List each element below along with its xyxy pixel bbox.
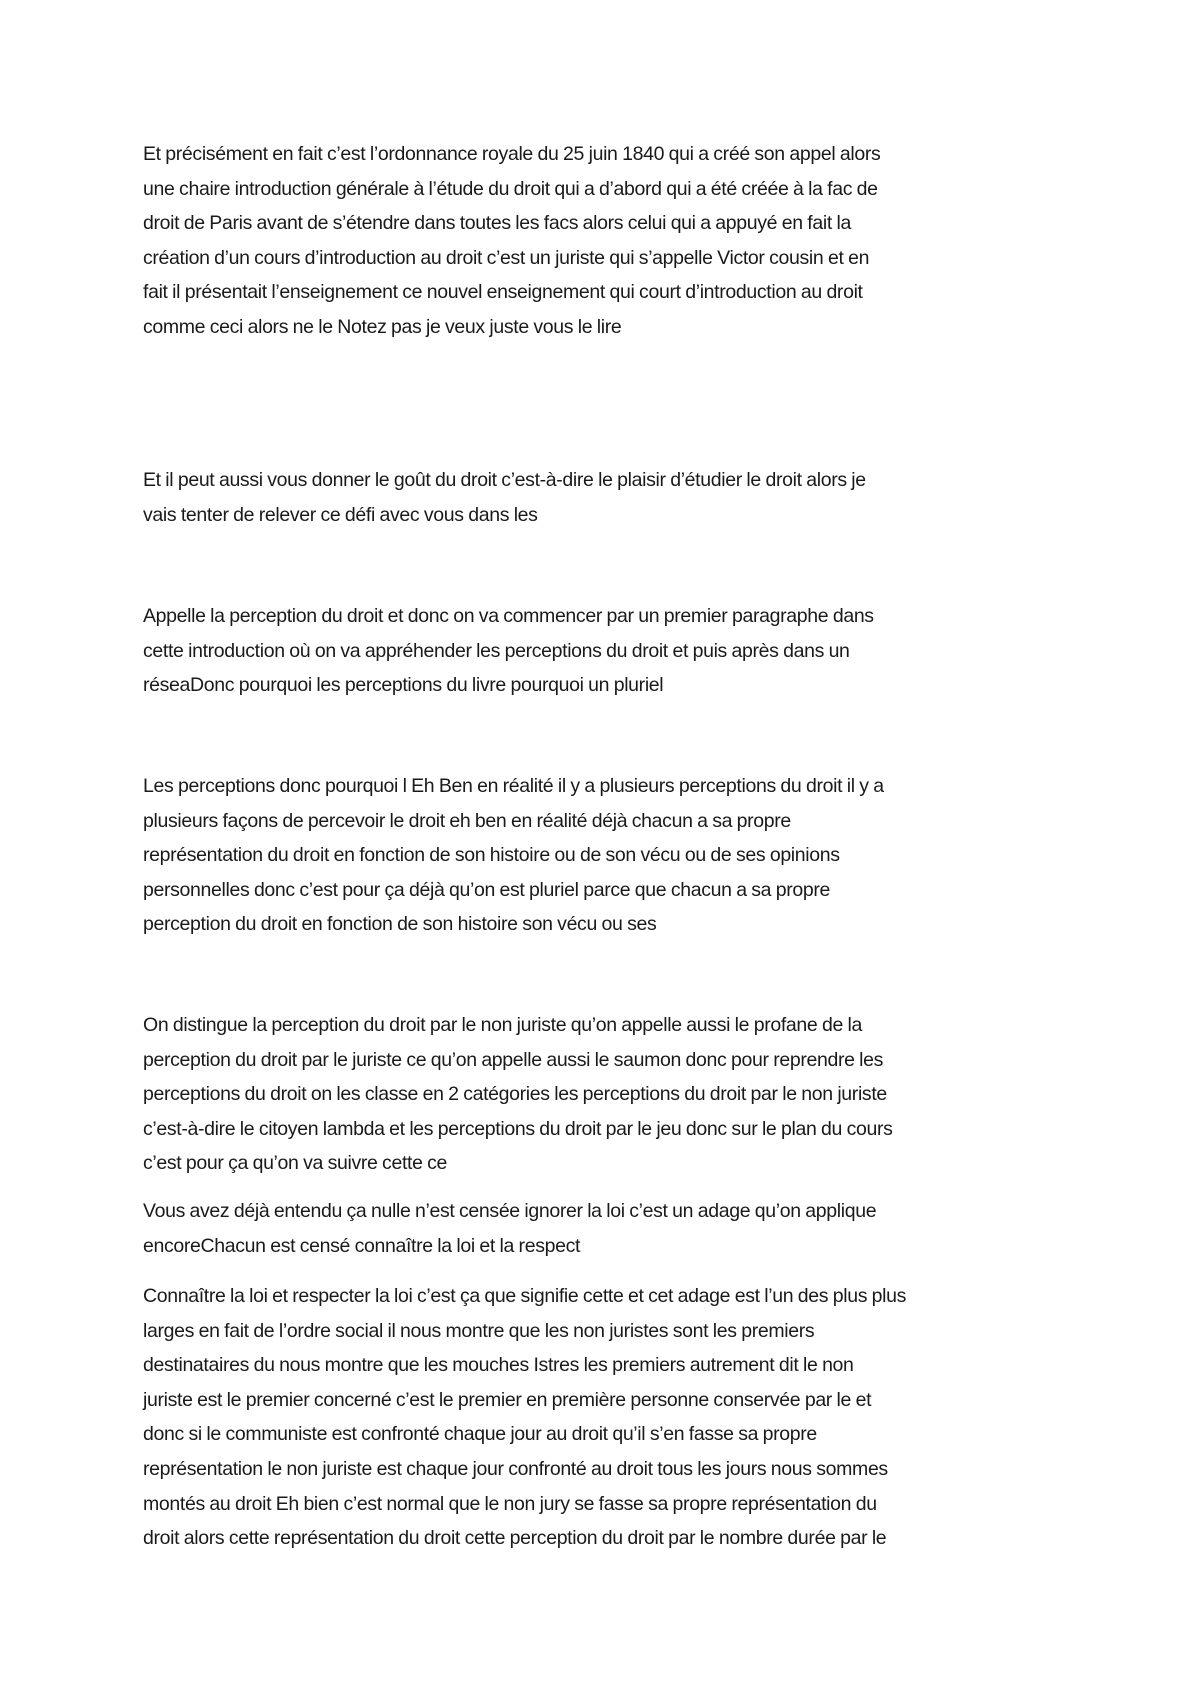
text-line: plusieurs façons de percevoir le droit eh ben en réalité déjà chacun a sa propre bbox=[143, 809, 791, 832]
text-line: Vous avez déjà entendu ça nulle n’est censée ignorer la loi c’est un adage qu’on applique bbox=[143, 1200, 877, 1222]
text-line: une chaire introduction générale à l’étude du droit qui a d’abord qui a été créée à la fac de bbox=[143, 177, 878, 200]
text-line: représentation du droit en fonction de son histoire ou de son vécu ou de ses opinions bbox=[143, 844, 840, 867]
text-line: personnelles donc c’est pour ça déjà qu’on est pluriel parce que chacun a sa propre bbox=[143, 878, 830, 901]
text-line: Les perceptions donc pourquoi l Eh Ben en réalité il y a plusieurs perceptions du droit il y a bbox=[143, 775, 884, 797]
text-line: cette introduction où on va appréhender les perceptions du droit et puis après dans un bbox=[143, 639, 850, 662]
text-line: c’est-à-dire le citoyen lambda et les perceptions du droit par le jeu donc sur le plan du cours bbox=[143, 1117, 893, 1140]
text-line: Et il peut aussi vous donner le goût du droit c’est-à-dire le plaisir d’étudier le droit alors je bbox=[143, 469, 866, 491]
text-line: vais tenter de relever ce défi avec vous dans les bbox=[143, 503, 538, 526]
paragraph-perception-du-droit bbox=[143, 599, 1083, 703]
paragraph-les-perceptions bbox=[143, 769, 1083, 942]
paragraph-nul-n-est-cense bbox=[143, 1194, 1083, 1263]
text-line: c’est pour ça qu’on va suivre cette ce bbox=[143, 1152, 448, 1175]
text-line: création d’un cours d’introduction au droit c’est un juriste qui s’appelle Victor cousin et en bbox=[143, 246, 870, 269]
text-line: juriste est le premier concerné c’est le premier en première personne conservée par le et bbox=[143, 1388, 872, 1411]
text-line: perception du droit par le juriste ce qu’on appelle aussi le saumon donc pour reprendre les bbox=[143, 1048, 884, 1071]
text-line: perceptions du droit on les classe en 2 catégories les perceptions du droit par le non juriste bbox=[143, 1083, 887, 1106]
text-line: donc si le communiste est confronté chaque jour au droit qu’il s’en fasse sa propre bbox=[143, 1423, 817, 1446]
paragraph-gout-du-droit bbox=[143, 463, 1083, 532]
text-line: comme ceci alors ne le Notez pas je veux juste vous le lire bbox=[143, 315, 622, 338]
text-line: perception du droit en fonction de son histoire son vécu ou ses bbox=[143, 913, 657, 936]
text-line: droit de Paris avant de s’étendre dans toutes les facs alors celui qui a appuyé en fait la bbox=[143, 212, 851, 235]
paragraph-ordonnance-royale bbox=[143, 137, 1083, 345]
text-line: Appelle la perception du droit et donc on va commencer par un premier paragraphe dans bbox=[143, 605, 874, 627]
text-line: Et précisément en fait c’est l’ordonnance royale du 25 juin 1840 qui a créé son appel alors bbox=[143, 143, 881, 165]
text-line: On distingue la perception du droit par le non juriste qu’on appelle aussi le profane de la bbox=[143, 1014, 862, 1036]
paragraph-on-distingue bbox=[143, 1008, 1083, 1181]
text-line: représentation le non juriste est chaque jour confronté au droit tous les jours nous sommes bbox=[143, 1457, 888, 1480]
text-line: réseaDonc pourquoi les perceptions du livre pourquoi un pluriel bbox=[143, 674, 664, 697]
text-line: larges en fait de l’ordre social il nous montre que les non juristes sont les premiers bbox=[143, 1319, 815, 1342]
text-line: destinataires du nous montre que les mouches Istres les premiers autrement dit le non bbox=[143, 1354, 854, 1377]
paragraph-connaitre-la-loi bbox=[143, 1279, 1083, 1556]
text-line: droit alors cette représentation du droit cette perception du droit par le nombre durée par le bbox=[143, 1527, 887, 1550]
text-line: montés au droit Eh bien c’est normal que le non jury se fasse sa propre représentation du bbox=[143, 1492, 877, 1515]
text-line: Connaître la loi et respecter la loi c’est ça que signifie cette et cet adage est l’un des plus plus bbox=[143, 1285, 907, 1307]
text-line: fait il présentait l’enseignement ce nouvel enseignement qui court d’introduction au droit bbox=[143, 281, 863, 304]
text-line: encoreChacun est censé connaître la loi et la respect bbox=[143, 1234, 581, 1257]
